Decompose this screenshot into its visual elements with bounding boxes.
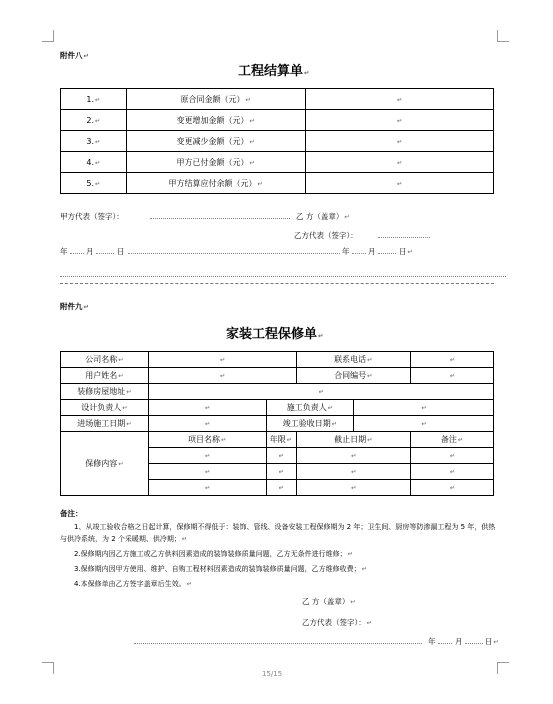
company-name-label: 公司名称↵ bbox=[61, 352, 149, 368]
notes-heading: 备注： bbox=[60, 509, 83, 518]
warranty-table bbox=[60, 351, 494, 496]
date-line[interactable] bbox=[352, 253, 366, 254]
col-years: 年限↵ bbox=[266, 432, 296, 448]
row-item: 甲方结算应付余额（元）↵ bbox=[126, 173, 305, 194]
signature-line[interactable] bbox=[378, 237, 430, 238]
date-line[interactable] bbox=[438, 643, 452, 644]
row-number: 2.↵ bbox=[61, 110, 127, 131]
warranty-content-label: 保修内容↵ bbox=[61, 432, 149, 496]
cell[interactable]: ↵ bbox=[296, 464, 411, 480]
crop-mark-top-left bbox=[42, 30, 54, 42]
entry-date-value[interactable]: ↵ bbox=[148, 416, 266, 432]
section-break-line bbox=[60, 283, 494, 284]
warranty-date-line bbox=[134, 643, 422, 644]
warranty-party-b-representative: 乙方代表（签字）：↵ bbox=[302, 618, 373, 627]
row-value[interactable]: ↵ bbox=[305, 89, 493, 110]
contact-phone-label: 联系电话↵ bbox=[296, 352, 411, 368]
attachment9-label: 附件九↵ bbox=[60, 302, 89, 311]
signature-line[interactable] bbox=[150, 218, 290, 219]
table-row bbox=[61, 416, 494, 432]
note-item: 2.保修期内因乙方施工或乙方供料因素造成的装饰装修质量问题，乙方无条件进行维修；↵ bbox=[74, 550, 354, 558]
table-row bbox=[61, 152, 494, 173]
warranty-date-day: 日↵ bbox=[485, 637, 499, 646]
table-row bbox=[61, 131, 494, 152]
col-end-date: 截止日期↵ bbox=[296, 432, 411, 448]
table-row bbox=[61, 110, 494, 131]
warranty-party-b-seal: 乙 方（盖章）↵ bbox=[302, 597, 356, 606]
date-day-a: 日 bbox=[117, 247, 125, 256]
note-item: 3.保修期内因甲方使用、维护、自购工程材料因素造成的装饰装修质量问题，乙方维修收费；↵ bbox=[74, 565, 368, 573]
date-day-b: 日↵ bbox=[399, 247, 413, 256]
construction-lead-value[interactable]: ↵ bbox=[354, 400, 494, 416]
crop-mark-bottom-left bbox=[42, 662, 54, 674]
address-value[interactable]: ↵ bbox=[148, 384, 493, 400]
row-value[interactable]: ↵ bbox=[305, 152, 493, 173]
cell[interactable]: ↵ bbox=[266, 464, 296, 480]
attachment9-title: 家装工程保修单↵ bbox=[226, 327, 324, 342]
row-item: 变更增加金额（元）↵ bbox=[126, 110, 305, 131]
row-number: 3.↵ bbox=[61, 131, 127, 152]
party-b-representative: 乙方代表（签字）： bbox=[294, 231, 358, 240]
date-line[interactable] bbox=[378, 253, 396, 254]
contact-phone-value[interactable]: ↵ bbox=[411, 352, 494, 368]
warranty-date-year: 年 bbox=[428, 637, 436, 646]
designer-label: 设计负责人↵ bbox=[61, 400, 149, 416]
customer-name-value[interactable]: ↵ bbox=[148, 368, 296, 384]
cell[interactable]: ↵ bbox=[148, 464, 266, 480]
row-item: 变更减少金额（元）↵ bbox=[126, 131, 305, 152]
contract-number-label: 合同编号↵ bbox=[296, 368, 411, 384]
date-year-b: 年 bbox=[342, 247, 350, 256]
table-row bbox=[61, 352, 494, 368]
cell[interactable]: ↵ bbox=[148, 480, 266, 496]
row-value[interactable]: ↵ bbox=[305, 131, 493, 152]
notes-list bbox=[60, 521, 496, 590]
contract-number-value[interactable]: ↵ bbox=[411, 368, 494, 384]
address-label: 装修房屋地址↵ bbox=[61, 384, 149, 400]
page-number: 15/15 bbox=[262, 670, 283, 678]
date-line[interactable] bbox=[70, 253, 84, 254]
row-value[interactable]: ↵ bbox=[305, 173, 493, 194]
crop-mark-bottom-right bbox=[497, 662, 509, 674]
cell[interactable]: ↵ bbox=[296, 448, 411, 464]
note-item: 4.本保修单由乙方签字盖章后生效。↵ bbox=[74, 580, 193, 588]
party-a-representative: 甲方代表（签字）： bbox=[60, 212, 124, 221]
table-row bbox=[61, 384, 494, 400]
settlement-table bbox=[60, 88, 494, 194]
construction-lead-label: 施工负责人↵ bbox=[266, 400, 354, 416]
party-b-seal: 乙 方（盖章）↵ bbox=[296, 212, 350, 221]
table-row bbox=[61, 432, 494, 448]
cell[interactable]: ↵ bbox=[266, 448, 296, 464]
date-line[interactable] bbox=[96, 253, 114, 254]
date-line bbox=[128, 253, 340, 254]
date-line[interactable] bbox=[465, 643, 483, 644]
col-note: 备注↵ bbox=[411, 432, 494, 448]
cell[interactable]: ↵ bbox=[266, 480, 296, 496]
row-number: 4.↵ bbox=[61, 152, 127, 173]
cell[interactable]: ↵ bbox=[411, 464, 494, 480]
cell[interactable]: ↵ bbox=[411, 448, 494, 464]
attachment8-label: 附件八↵ bbox=[60, 51, 89, 60]
customer-name-label: 用户姓名↵ bbox=[61, 368, 149, 384]
date-year-a: 年 bbox=[60, 247, 68, 256]
row-item: 原合同金额（元）↵ bbox=[126, 89, 305, 110]
date-month-b: 月 bbox=[368, 247, 376, 256]
table-row bbox=[61, 173, 494, 194]
table-row bbox=[61, 89, 494, 110]
designer-value[interactable]: ↵ bbox=[148, 400, 266, 416]
note-item: 1、从竣工验收合格之日起计算，保修期不得低于：装饰、管线、设备安装工程保修期为 2 年；卫生间、厨房等防渗漏工程为 5 年，供热与供冷系统，为 2 个采暖期、供冷期；↵ bbox=[60, 523, 496, 543]
section-break-dots bbox=[60, 276, 506, 277]
cell[interactable]: ↵ bbox=[296, 480, 411, 496]
company-name-value[interactable]: ↵ bbox=[148, 352, 296, 368]
row-number: 5.↵ bbox=[61, 173, 127, 194]
table-row bbox=[61, 368, 494, 384]
date-month-a: 月 bbox=[86, 247, 94, 256]
warranty-date-month: 月 bbox=[455, 637, 463, 646]
table-row bbox=[61, 400, 494, 416]
row-number: 1.↵ bbox=[61, 89, 127, 110]
acceptance-date-label: 竣工验收日期↵ bbox=[266, 416, 354, 432]
attachment8-title: 工程结算单↵ bbox=[238, 64, 310, 79]
acceptance-date-value[interactable]: ↵ bbox=[354, 416, 494, 432]
entry-date-label: 进场施工日期↵ bbox=[61, 416, 149, 432]
cell[interactable]: ↵ bbox=[411, 480, 494, 496]
cell[interactable]: ↵ bbox=[148, 448, 266, 464]
row-value[interactable]: ↵ bbox=[305, 110, 493, 131]
col-item-name: 项目名称↵ bbox=[148, 432, 266, 448]
row-item: 甲方已付金额（元）↵ bbox=[126, 152, 305, 173]
crop-mark-top-right bbox=[497, 30, 509, 42]
